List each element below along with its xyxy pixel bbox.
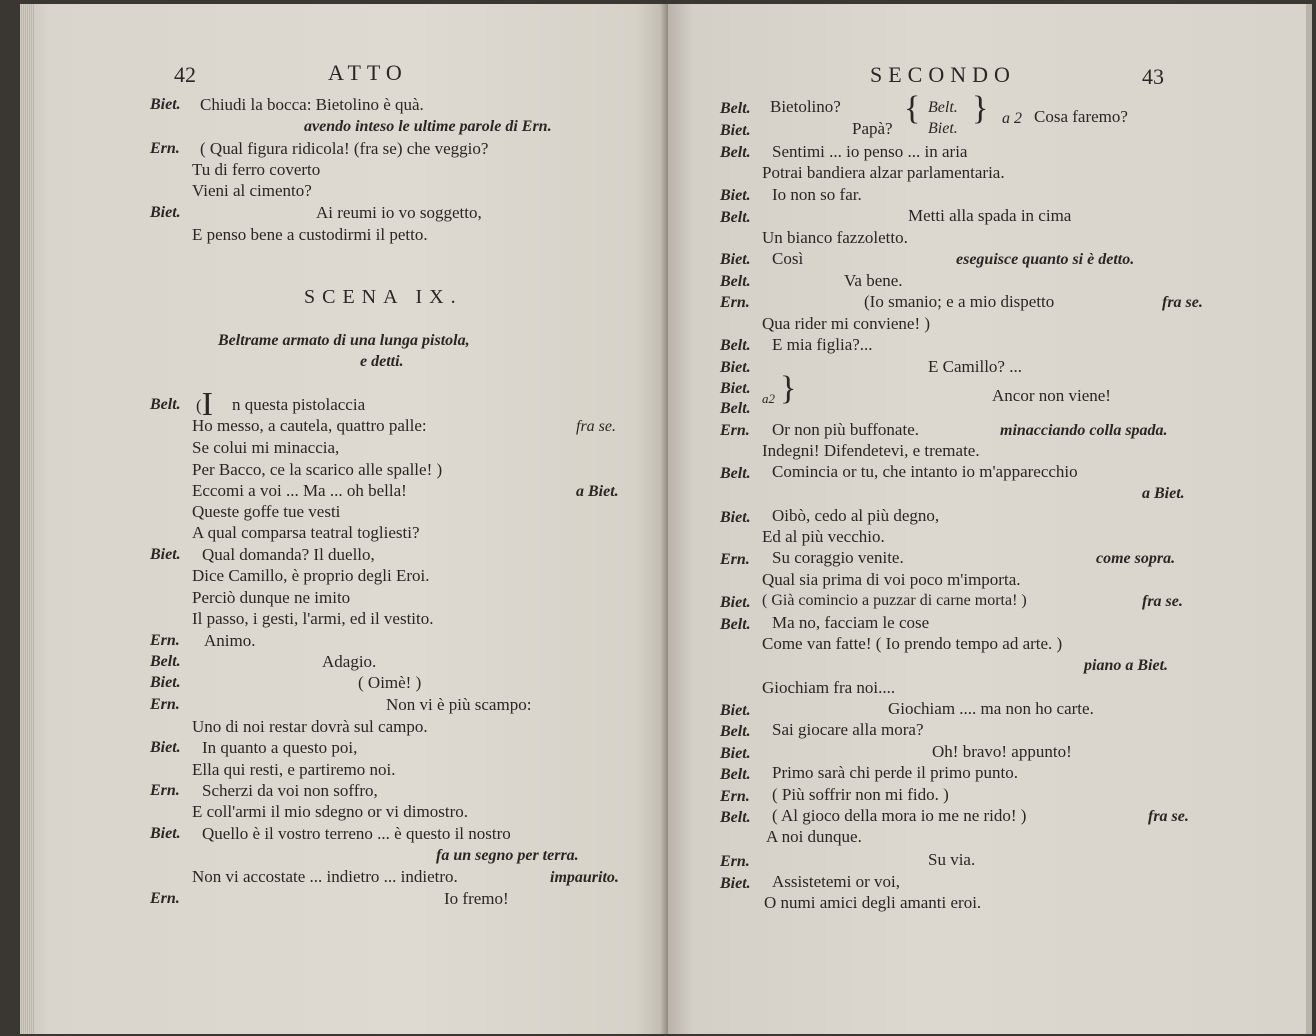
verse-line: ( Al gioco della mora io me ne rido! ) [772, 806, 1027, 825]
verse-line: Indegni! Difendetevi, e tremate. [762, 441, 980, 460]
speaker: Belt. [720, 809, 751, 826]
verse-line: A qual comparsa teatral togliesti? [192, 523, 420, 542]
verse-line: n questa pistolaccia [232, 395, 366, 414]
verse-line: E mia figlia?... [772, 335, 873, 354]
verse-line: Io non so far. [772, 185, 862, 204]
brace-right: } [780, 370, 797, 407]
verse-line: Sai giocare alla mora? [772, 720, 924, 739]
speaker: Biet. [720, 745, 751, 762]
verse-line: Potrai bandiera alzar parlamentaria. [762, 163, 1005, 182]
left-page [20, 4, 668, 1034]
speaker: Belt. [720, 273, 751, 290]
stage-direction: fra se. [576, 418, 616, 435]
verse-line: Giochiam .... ma non ho carte. [888, 699, 1094, 718]
speaker: Biet. [720, 251, 751, 268]
page-number: 43 [1142, 64, 1164, 89]
verse-line: E penso bene a custodirmi il petto. [192, 225, 428, 244]
speaker: Biet. [150, 739, 181, 756]
brace-left: { [904, 90, 921, 127]
stage-direction: avendo inteso le ultime parole di Ern. [304, 118, 552, 135]
speaker: Belt. [720, 400, 751, 417]
right-page [668, 4, 1312, 1034]
speaker: Belt. [720, 209, 751, 226]
scene-title: SCENA IX. [304, 286, 463, 308]
verse-line: Adagio. [322, 652, 377, 671]
speaker: Biet. [150, 825, 181, 842]
stage-direction: fra se. [1162, 294, 1203, 311]
speaker: Biet. [720, 594, 751, 611]
verse-line: Uno di noi restar dovrà sul campo. [192, 717, 428, 736]
stage-direction: fa un segno per terra. [436, 847, 579, 864]
speaker: Ern. [150, 696, 180, 713]
verse-line: Non vi è più scampo: [386, 695, 532, 714]
running-header: ATTO [328, 60, 408, 85]
verse-line: Scherzi da voi non soffro, [202, 781, 378, 800]
a-due-mark: a2 [762, 391, 775, 406]
scene-description: Beltrame armato di una lunga pistola, [218, 332, 470, 349]
verse-line: O numi amici degli amanti eroi. [764, 893, 982, 912]
verse-line: Ho messo, a cautela, quattro palle: [192, 416, 427, 435]
speaker: Ern. [150, 632, 180, 649]
verse-line: Vieni al cimento? [192, 181, 312, 200]
verse-line: Non vi accostate ... indietro ... indietro. [192, 867, 458, 886]
speaker: Belt. [720, 337, 751, 354]
speaker: Ern. [720, 853, 750, 870]
verse-line: Comincia or tu, che intanto io m'apparecchio [772, 462, 1078, 481]
verse-line: Primo sarà chi perde il primo punto. [772, 763, 1018, 782]
verse-line: Qual sia prima di voi poco m'importa. [762, 570, 1021, 589]
verse-line: Queste goffe tue vesti [192, 502, 341, 521]
stage-direction: eseguisce quanto si è detto. [956, 251, 1135, 268]
verse-line: Ancor non viene! [992, 386, 1111, 405]
stage-direction: fra se. [1142, 593, 1183, 610]
verse-line: Or non più buffonate. [772, 420, 919, 439]
verse-line: Animo. [204, 631, 256, 650]
speaker: Ern. [150, 140, 180, 157]
page-edge [20, 4, 34, 1034]
page-edge [1306, 4, 1312, 1034]
verse-line: Dice Camillo, è proprio degli Eroi. [192, 566, 430, 585]
verse-line: Ella qui resti, e partiremo noi. [192, 760, 396, 779]
speaker: Biet. [720, 359, 751, 376]
verse-line: In quanto a questo poi, [202, 738, 358, 757]
verse-line: Chiudi la bocca: Bietolino è quà. [200, 95, 424, 114]
speaker: Biet. [928, 120, 958, 137]
speaker: Ern. [720, 422, 750, 439]
verse-line: Eccomi a voi ... Ma ... oh bella! [192, 481, 407, 500]
verse-line: Oibò, cedo al più degno, [772, 506, 940, 525]
verse-line: Oh! bravo! appunto! [932, 742, 1072, 761]
speaker: Biet. [150, 204, 181, 221]
verse-line: Perciò dunque ne imito [192, 588, 351, 607]
speaker: Ern. [720, 551, 750, 568]
speaker: Belt. [928, 99, 958, 116]
verse-line: Come van fatte! ( Io prendo tempo ad arte. ) [762, 634, 1063, 653]
stage-direction: fra se. [1148, 808, 1189, 825]
verse-line: Metti alla spada in cima [908, 206, 1072, 225]
verse-line: Ai reumi io vo soggetto, [316, 203, 482, 222]
speaker: Biet. [720, 875, 751, 892]
verse-line: ( Oimè! ) [358, 673, 422, 692]
verse-line: Bietolino? [770, 97, 841, 116]
verse-line: Così [772, 249, 804, 268]
speaker: Belt. [720, 100, 751, 117]
verse-line: Se colui mi minaccia, [192, 438, 340, 457]
verse-line: Qua rider mi conviene! ) [762, 314, 931, 333]
speaker: Biet. [720, 509, 751, 526]
verse-line: Sentimi ... io penso ... in aria [772, 142, 968, 161]
stage-direction: a Biet. [576, 483, 619, 500]
drop-cap: (I [196, 386, 213, 423]
stage-direction: come sopra. [1096, 550, 1176, 567]
speaker: Biet. [720, 702, 751, 719]
verse-line: Il passo, i gesti, l'armi, ed il vestito. [192, 609, 434, 628]
stage-direction: minacciando colla spada. [1000, 422, 1168, 439]
speaker: Belt. [150, 396, 181, 413]
verse-line: Su coraggio venite. [772, 548, 904, 567]
speaker: Ern. [150, 782, 180, 799]
verse-line: E coll'armi il mio sdegno or vi dimostro. [192, 802, 468, 821]
verse-line: Ed al più vecchio. [762, 527, 885, 546]
speaker: Ern. [720, 294, 750, 311]
speaker: Belt. [720, 465, 751, 482]
verse-line: ( Qual figura ridicola! (fra se) che veggio? [200, 139, 489, 158]
speaker: Biet. [150, 96, 181, 113]
verse-line: Un bianco fazzoletto. [762, 228, 908, 247]
verse-line: Ma no, facciam le cose [772, 613, 930, 632]
brace-right: } [972, 90, 989, 127]
speaker: Belt. [720, 723, 751, 740]
stage-direction: a Biet. [1142, 485, 1185, 502]
verse-line: ( Già comincio a puzzar di carne morta! ) [762, 592, 1027, 609]
verse-line: ( Più soffrir non mi fido. ) [772, 785, 949, 804]
verse-line: Va bene. [844, 271, 903, 290]
page-number: 42 [174, 62, 196, 87]
verse-line: A noi dunque. [766, 827, 862, 846]
verse-line: Su via. [928, 850, 976, 869]
a-due-mark: a 2 [1002, 110, 1022, 127]
verse-line: Quello è il vostro terreno ... è questo il nostro [202, 824, 511, 843]
speaker: Biet. [150, 546, 181, 563]
running-header: SECONDO [870, 62, 1016, 87]
speaker: Biet. [720, 380, 751, 397]
verse-line: E Camillo? ... [928, 357, 1022, 376]
speaker: Biet. [720, 122, 751, 139]
speaker: Belt. [720, 616, 751, 633]
speaker: Biet. [150, 674, 181, 691]
scene-description: e detti. [360, 353, 404, 370]
verse-line: Qual domanda? Il duello, [202, 545, 375, 564]
speaker: Ern. [720, 788, 750, 805]
verse-line: (Io smanio; e a mio dispetto [864, 292, 1055, 311]
verse-line: Giochiam fra noi.... [762, 678, 896, 697]
speaker: Belt. [720, 766, 751, 783]
verse-line: Cosa faremo? [1034, 107, 1128, 126]
stage-direction: piano a Biet. [1084, 657, 1169, 674]
verse-line: Io fremo! [444, 889, 509, 908]
speaker: Belt. [720, 144, 751, 161]
speaker: Biet. [720, 187, 751, 204]
verse-line: Tu di ferro coverto [192, 160, 321, 179]
stage-direction: impaurito. [550, 869, 619, 886]
verse-line: Per Bacco, ce la scarico alle spalle! ) [192, 460, 443, 479]
verse-line: Assistetemi or voi, [772, 872, 900, 891]
speaker: Ern. [150, 890, 180, 907]
verse-line: Papà? [852, 119, 893, 138]
speaker: Belt. [150, 653, 181, 670]
